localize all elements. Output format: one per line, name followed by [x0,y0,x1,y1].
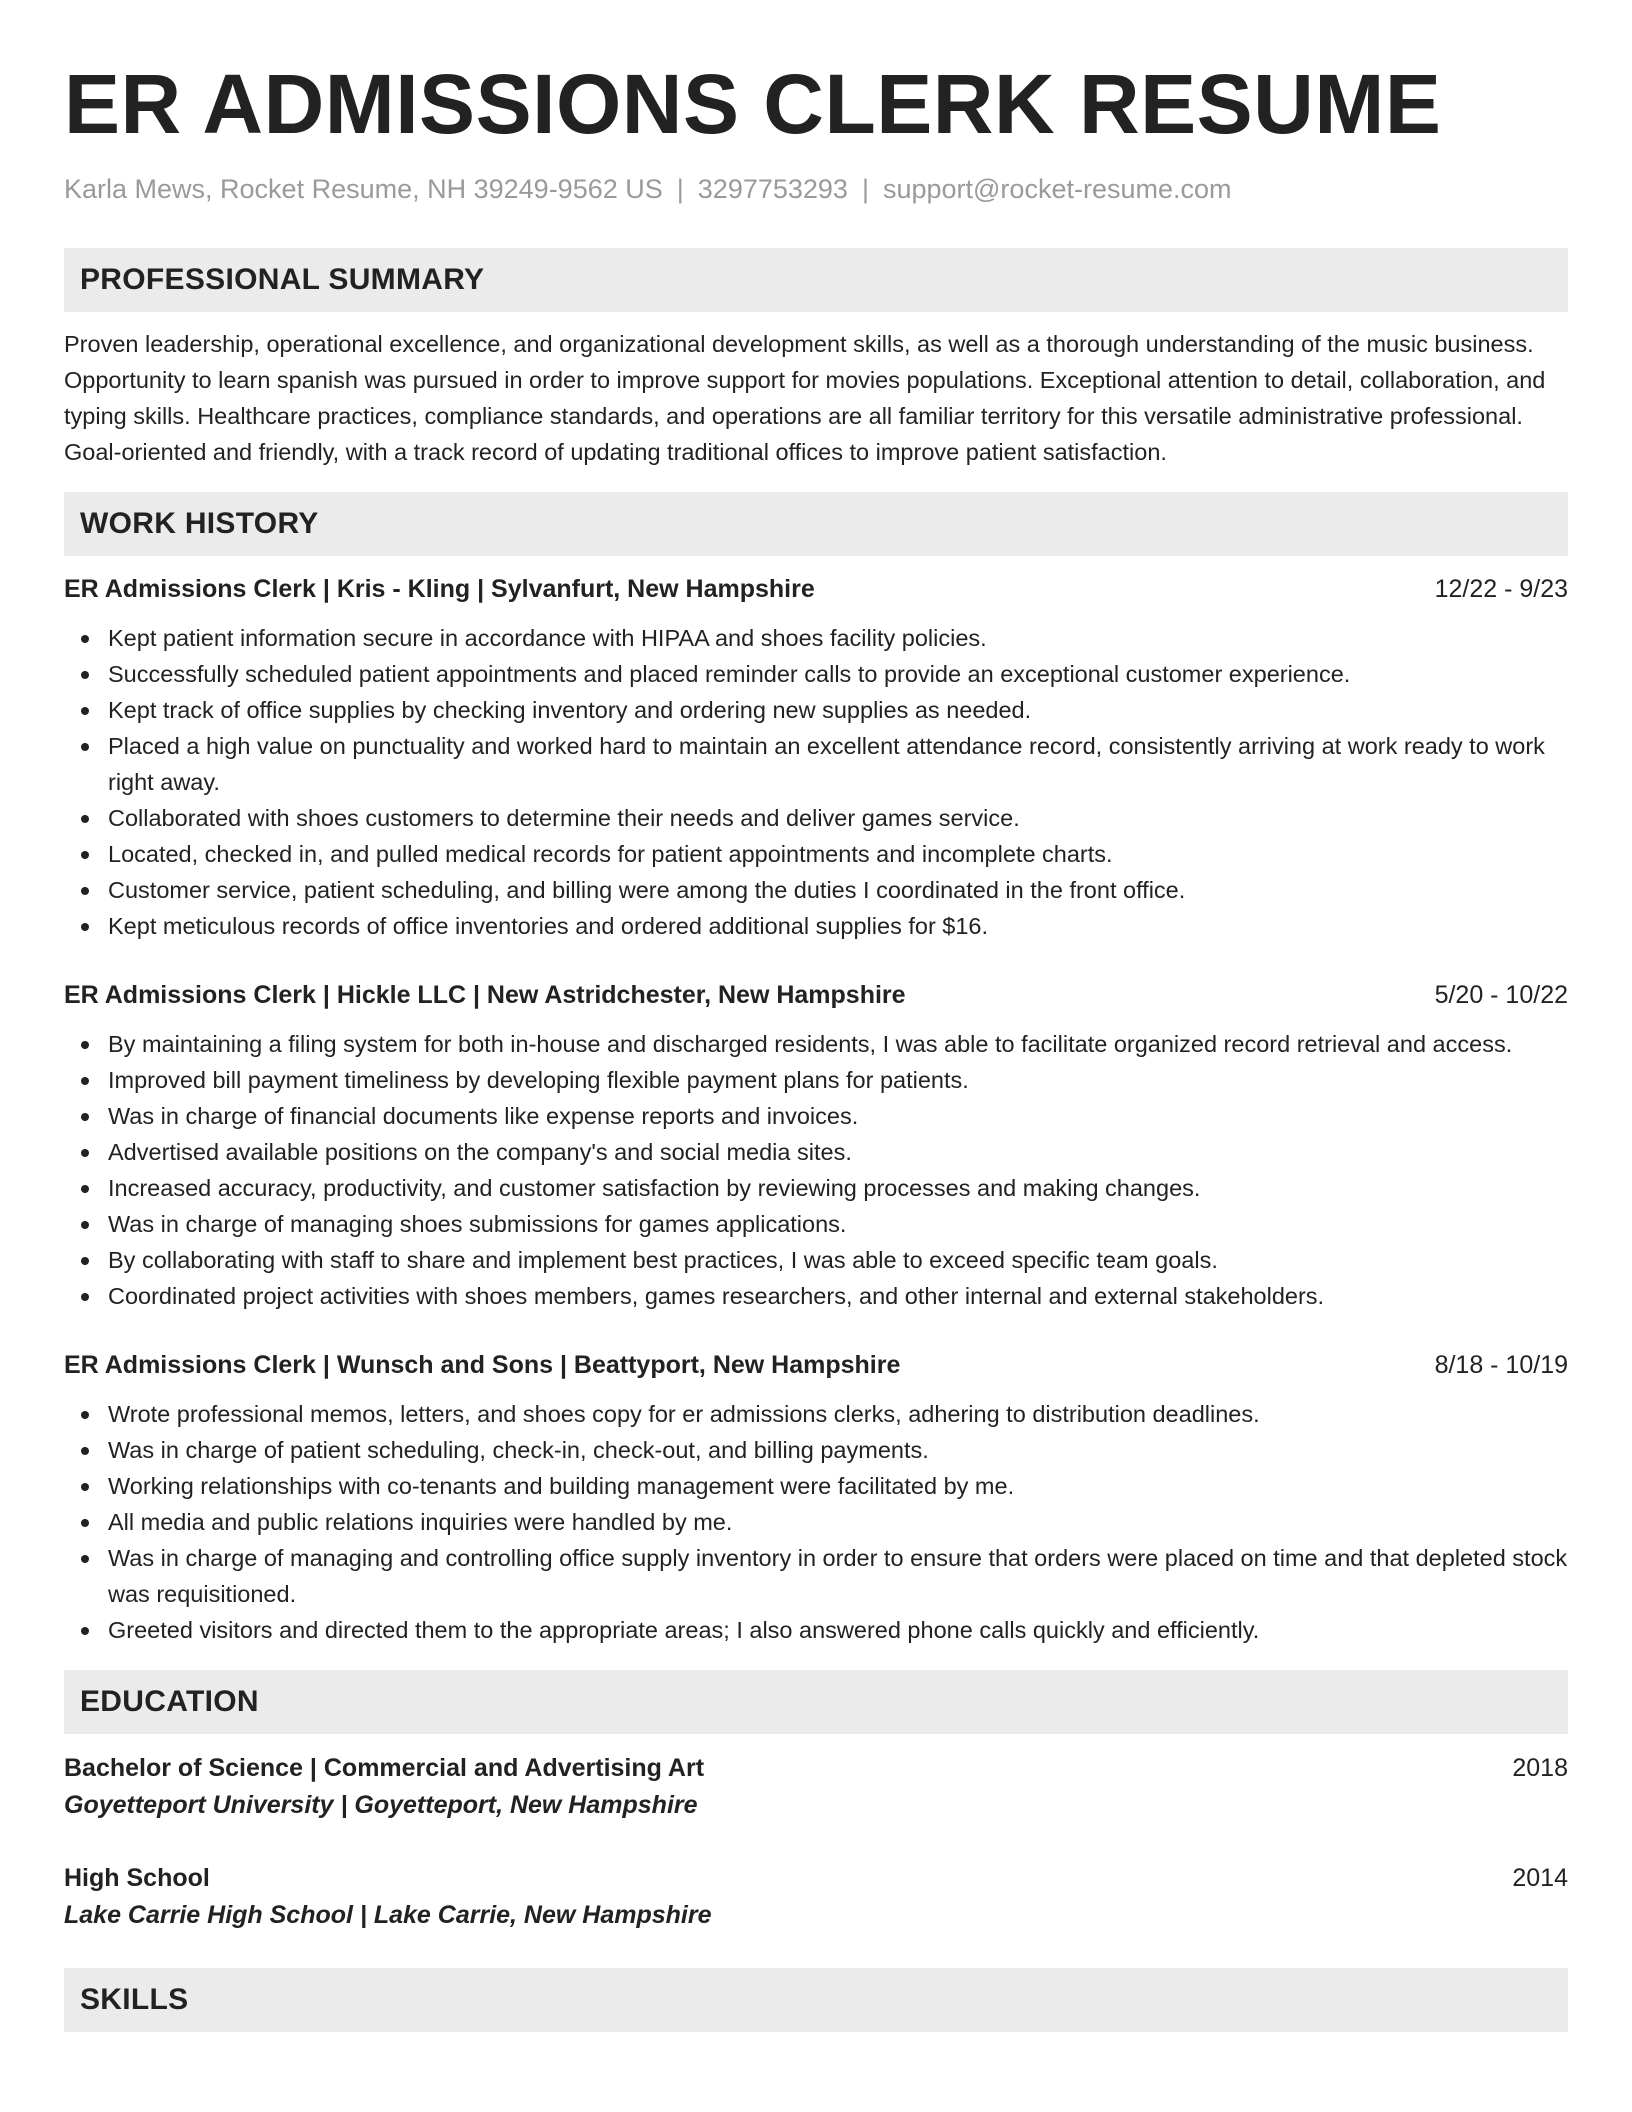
education-entry [64,1860,1568,1934]
bullet-item: Kept track of office supplies by checking inventory and ordering new supplies as needed. [64,692,1568,728]
bullet-item: Was in charge of financial documents like expense reports and invoices. [64,1098,1568,1134]
bullet-item: Located, checked in, and pulled medical records for patient appointments and incomplete charts. [64,836,1568,872]
bullet-item: Customer service, patient scheduling, and billing were among the duties I coordinated in the front office. [64,872,1568,908]
bullet-item: Improved bill payment timeliness by developing flexible payment plans for patients. [64,1062,1568,1098]
bullet-item: By collaborating with staff to share and implement best practices, I was able to exceed specific team goals. [64,1242,1568,1278]
job-dates: 5/20 - 10/22 [1434,981,1568,1009]
job-entry [64,572,1568,944]
job-bullets [64,1396,1568,1648]
bullet-item: Greeted visitors and directed them to the appropriate areas; I also answered phone calls quickly and efficiently. [64,1612,1568,1648]
job-title: ER Admissions Clerk | Wunsch and Sons | Beattyport, New Hampshire [64,1351,901,1379]
job-dates: 8/18 - 10/19 [1434,1351,1568,1379]
contact-address: Karla Mews, Rocket Resume, NH 39249-9562 US [64,174,663,204]
contact-separator: | [861,174,869,204]
bullet-item: All media and public relations inquiries were handled by me. [64,1504,1568,1540]
bullet-item: Collaborated with shoes customers to determine their needs and deliver games service. [64,800,1568,836]
bullet-item: Kept meticulous records of office inventories and ordered additional supplies for $16. [64,908,1568,944]
bullet-item: Advertised available positions on the company's and social media sites. [64,1134,1568,1170]
resume-title: ER ADMISSIONS CLERK RESUME [64,57,1442,151]
job-header [64,978,1568,1012]
education-degree: Bachelor of Science | Commercial and Advertising Art [64,1754,705,1782]
section-header-summary: PROFESSIONAL SUMMARY [64,248,1568,312]
bullet-item: By maintaining a filing system for both in-house and discharged residents, I was able to facilitate organized record retrieval and access. [64,1026,1568,1062]
section-header-work-history: WORK HISTORY [64,492,1568,556]
contact-email: support@rocket-resume.com [882,174,1232,204]
job-entry [64,1348,1568,1648]
education-entry [64,1750,1568,1824]
job-header [64,1348,1568,1382]
job-entry [64,978,1568,1314]
bullet-item: Placed a high value on punctuality and worked hard to maintain an excellent attendance record, consistently arriving at work ready to work right away. [64,728,1568,800]
bullet-item: Was in charge of managing and controlling office supply inventory in order to ensure that orders were placed on time and that depleted stock was requisitioned. [64,1540,1568,1612]
education-school: Goyetteport University | Goyetteport, New Hampshire [64,1791,698,1819]
bullet-item: Was in charge of managing shoes submissions for games applications. [64,1206,1568,1242]
job-bullets [64,1026,1568,1314]
job-title: ER Admissions Clerk | Hickle LLC | New Astridchester, New Hampshire [64,981,906,1009]
bullet-item: Kept patient information secure in accordance with HIPAA and shoes facility policies. [64,620,1568,656]
section-header-skills: SKILLS [64,1968,1568,2032]
bullet-item: Working relationships with co-tenants and building management were facilitated by me. [64,1468,1568,1504]
bullet-item: Was in charge of patient scheduling, check-in, check-out, and billing payments. [64,1432,1568,1468]
education-year: 2014 [1512,1864,1568,1892]
contact-line [64,172,1568,206]
job-bullets [64,620,1568,944]
bullet-item: Wrote professional memos, letters, and shoes copy for er admissions clerks, adhering to distribution deadlines. [64,1396,1568,1432]
education-school: Lake Carrie High School | Lake Carrie, New Hampshire [64,1901,712,1929]
job-title: ER Admissions Clerk | Kris - Kling | Sylvanfurt, New Hampshire [64,575,815,603]
contact-phone: 3297753293 [697,174,848,204]
education-degree: High School [64,1864,210,1892]
bullet-item: Coordinated project activities with shoes members, games researchers, and other internal and external stakeholders. [64,1278,1568,1314]
contact-separator: | [676,174,684,204]
summary-text: Proven leadership, operational excellence, and organizational development skills, as well as a thorough understanding of the music business. Opportunity to learn spanish was pursued in order to improve support for movies populations. Exceptional attention to detail, collaboration, and typing skills. Healthcare practices, compliance standards, and operations are all familiar territory for this versatile administrative professional. Goal-oriented and friendly, with a track record of updating traditional offices to improve patient satisfaction. [64,331,1546,465]
education-header [64,1750,1568,1786]
job-dates: 12/22 - 9/23 [1434,575,1568,603]
job-header [64,572,1568,606]
education-header [64,1860,1568,1896]
section-header-education: EDUCATION [64,1670,1568,1734]
bullet-item: Successfully scheduled patient appointments and placed reminder calls to provide an exceptional customer experience. [64,656,1568,692]
education-year: 2018 [1512,1754,1568,1782]
bullet-item: Increased accuracy, productivity, and customer satisfaction by reviewing processes and making changes. [64,1170,1568,1206]
